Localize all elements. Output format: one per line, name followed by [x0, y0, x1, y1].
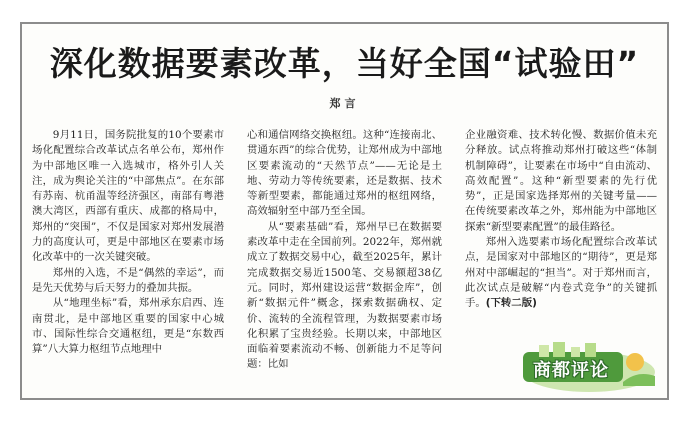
paragraph-text: 郑州入选要素市场化配置综合改革试点，是国家对中部地区的“期待”，更是郑州对中部崛起的“担当”。对于郑州而言，此次试点是破解“内卷式竞争”的关键抓手。: [465, 236, 657, 310]
continued-link[interactable]: (下转二版): [485, 297, 537, 310]
column-2: [247, 128, 442, 396]
paragraph: 从“要素基础”看，郑州早已在数据要素改革中走在全国前列。2022年，郑州就成立了数据交易中心，截至2025年，累计完成数据交易近1500笔、交易额超38亿元。同时，郑州建设运营“数据金库”，创新“数据元件”概念，探索数据确权、定价、流转的全流程管理，为数据要素市场化积累了宝贵经验。长期以来，中部地区面临着要素流动不畅、创新能力不足等问题：比如: [247, 220, 442, 371]
column-badge: [519, 342, 661, 394]
paragraph: [465, 235, 657, 311]
byline: 郑言: [329, 97, 360, 110]
paragraph: 9月11日，国务院批复的10个要素市场化配置综合改革试点名单公布，郑州作为中部地区唯一入选城市，格外引人关注，成为舆论关注的“中部焦点”。在东部有苏南、杭甬温等经济强区，南部有粤港澳大湾区，西部有重庆、成都的格局中，郑州的“突围”，不仅是国家对郑州发展潜力的高度认可，更是中部地区在要素市场化改革中的一次关键突破。: [32, 129, 224, 264]
paragraph: 从“地理坐标”看，郑州承东启西、连南贯北，是中部地区重要的国家中心城市、国际性综合交通枢纽，更是“东数西算”八大算力枢纽节点地理中: [32, 297, 224, 356]
paragraph: 郑州的入选，不是“偶然的幸运”，而是先天优势与后天努力的叠加共振。: [32, 266, 224, 294]
badge-label: 商都评论: [533, 360, 609, 381]
headline: 深化数据要素改革，当好全国“试验田”: [49, 44, 640, 83]
column-1: [32, 128, 224, 396]
paragraph: 心和通信网络交换枢纽。这种“连接南北、贯通东西”的综合优势，让郑州成为中部地区要素流动的“天然节点”——无论是土地、劳动力等传统要素，还是数据、技术等新型要素，都能通过郑州的枢纽网络，高效辐射至中部乃至全国。: [247, 129, 442, 218]
column-3: [465, 128, 657, 320]
paragraph: 企业融资难、技术转化慢、数据价值未充分释放。试点将推动郑州打破这些“体制机制障碍”，让要素在市场中“自由流动、高效配置”。这种“新型要素的先行优势”，正是国家选择郑州的关键考量——在传统要素改革之外，郑州能为中部地区探索“新型要素配置”的最佳路径。: [465, 129, 657, 233]
article-frame: [20, 22, 669, 400]
